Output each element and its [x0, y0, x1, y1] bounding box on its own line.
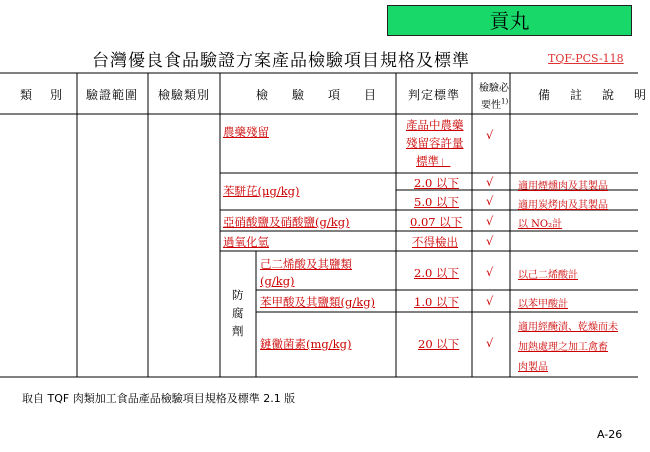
std-benzoic: 1.0 以下 — [414, 295, 459, 309]
item-peroxide: 過氧化氫 — [223, 235, 269, 249]
item-pesticide: 農藥殘留 — [223, 125, 269, 139]
std-benzopyrene-b: 5.0 以下 — [414, 195, 459, 209]
std-pesticide-3: 標準」 — [416, 154, 451, 168]
document-code: TQF-PCS-118 — [548, 52, 624, 65]
group-preservative-2: 腐 — [232, 306, 244, 320]
header-inspection-type: 檢驗類別 — [158, 88, 211, 102]
note-benzopyrene-a: 適用煙燻肉及其製品 — [518, 181, 608, 192]
group-preservative-1: 防 — [232, 288, 244, 302]
mark-nitrite: √ — [486, 214, 494, 228]
item-nitrite: 亞硝酸鹽及硝酸鹽(g/kg) — [223, 215, 350, 229]
mark-benzopyrene-b: √ — [486, 194, 494, 208]
mark-sorbic: √ — [486, 265, 494, 279]
header-required-note: 1) — [501, 97, 509, 106]
note-nitrite: 以 NO₂計 — [518, 219, 563, 230]
header-standard: 判定標準 — [408, 88, 461, 102]
footer-source: 取自 TQF 肉類加工食品產品檢驗項目規格及標準 2.1 版 — [22, 392, 296, 405]
std-nisin: 20 以下 — [418, 337, 460, 351]
mark-pesticide: √ — [486, 128, 494, 142]
mark-peroxide: √ — [486, 234, 494, 248]
mark-benzoic: √ — [486, 294, 494, 308]
header-remarks: 備 註 說 明 — [538, 88, 650, 102]
note-sorbic: 以己二烯酸計 — [518, 270, 578, 281]
note-benzoic: 以苯甲酸計 — [518, 299, 568, 310]
item-sorbic-1: 己二烯酸及其鹽類 — [260, 257, 352, 271]
std-peroxide: 不得檢出 — [412, 235, 458, 249]
std-benzopyrene-a: 2.0 以下 — [414, 176, 459, 190]
note-nisin-3: 肉製品 — [518, 362, 548, 373]
mark-nisin: √ — [486, 336, 494, 350]
header-required-2-text: 要性 — [481, 100, 501, 111]
item-benzoic: 苯甲酸及其鹽類(g/kg) — [260, 295, 376, 309]
item-benzopyrene: 苯駢芘(μg/kg) — [223, 184, 300, 198]
std-pesticide-1: 產品中農藥 — [406, 118, 464, 132]
note-nisin-1: 適用經醃漬、乾燥而未 — [518, 322, 618, 333]
header-category: 類 別 — [20, 88, 66, 102]
product-badge: 貢丸 — [387, 5, 632, 36]
note-nisin-2: 加熱處理之加工禽畜 — [518, 342, 608, 353]
header-items: 檢 驗 項 目 — [256, 88, 383, 102]
page-title: 台灣優良食品驗證方案產品檢驗項目規格及標準 — [92, 51, 470, 71]
std-nitrite: 0.07 以下 — [410, 215, 463, 229]
note-benzopyrene-b: 適用炭烤肉及其製品 — [518, 200, 608, 211]
header-scope: 驗證範圍 — [86, 88, 139, 102]
page-number: A-26 — [597, 428, 623, 441]
std-sorbic: 2.0 以下 — [414, 266, 459, 280]
group-preservative-3: 劑 — [232, 324, 244, 338]
item-nisin: 鏈黴菌素(mg/kg) — [260, 337, 352, 351]
header-required: 檢驗必 — [479, 83, 509, 94]
header-required-2 — [481, 96, 508, 111]
mark-benzopyrene-a: √ — [486, 175, 494, 189]
item-sorbic-2: (g/kg) — [260, 274, 295, 288]
std-pesticide-2: 殘留容許量 — [406, 136, 464, 150]
